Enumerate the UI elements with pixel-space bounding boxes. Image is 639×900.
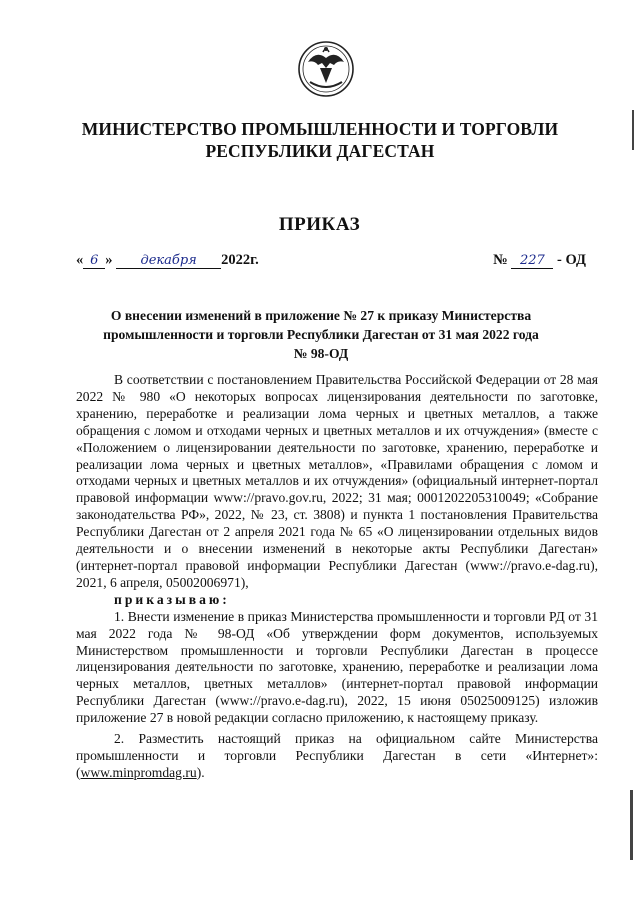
order-date xyxy=(76,252,259,269)
number-suffix: - ОД xyxy=(557,252,586,268)
order-number xyxy=(493,252,586,269)
url-open-paren: ( xyxy=(76,764,81,780)
subject-line-1: О внесении изменений в приложение № 27 к приказу Министерства xyxy=(110,308,532,323)
date-number-line xyxy=(76,252,586,276)
date-year: 2022г. xyxy=(221,252,259,268)
ministry-website-link[interactable]: www.minpromdag.ru xyxy=(80,764,197,780)
item-1-paragraph: 1. Внести изменение в приказ Министерства промышленности и торговли РД от 31 мая 2022 года № 98-ОД «Об утверждении форм документов, используемых Министерством промышленности и торговли Республики Дагестан в процессе лицензирования деятельности по заготовке, хранению, переработке и реализации лома черных металлов, цветных металлов» (интернет-портал правовой информации Республики Дагестан (www://pravo.e-dag.ru), 2022, 15 июня 05025009125) изложив приложение 27 в новой редакции согласно приложению, к настоящему приказу. xyxy=(76,608,598,726)
item-2-text: 2. Разместить настоящий приказ на официальном сайте Министерства промышленности и торговли Республики Дагестан в сети «Интернет»: xyxy=(76,731,598,763)
url-close-paren: ). xyxy=(196,764,205,780)
item-2-paragraph xyxy=(76,731,598,782)
date-day-handwritten: 6 xyxy=(83,253,105,269)
decree-word: приказываю: xyxy=(114,591,230,607)
date-open-quote: « xyxy=(76,252,84,268)
order-title: ПРИКАЗ xyxy=(278,214,361,235)
number-handwritten: 227 xyxy=(511,253,553,269)
ministry-line-2: РЕСПУБЛИКИ ДАГЕСТАН xyxy=(205,141,435,161)
subject-line-3: № 98-ОД xyxy=(293,346,349,361)
ministry-line-1: МИНИСТЕРСТВО ПРОМЫШЛЕННОСТИ И ТОРГОВЛИ xyxy=(81,119,559,139)
scan-margin-mark-bottom xyxy=(630,790,633,860)
date-close-quote: » xyxy=(105,252,113,268)
order-subject xyxy=(74,306,568,363)
number-prefix: № xyxy=(493,252,508,268)
scan-margin-mark-top xyxy=(632,110,634,150)
subject-line-2: промышленности и торговли Республики Дагестан от 31 мая 2022 года xyxy=(103,327,539,342)
coat-of-arms-emblem xyxy=(296,38,356,100)
preamble-paragraph: В соответствии с постановлением Правительства Российской Федерации от 28 мая 2022 № 980 «О некоторых вопросах лицензирования деятельности по заготовке, хранению, переработке и реализации лома черных и цветных металлов, а также обращения с ломом и отходами черных и цветных металлов и их отчуждения» (вместе с «Положением о лицензировании деятельности по заготовке, хранению, переработке и реализации лома черных и цветных металлов», «Правилами обращения с ломом и отходами черных и цветных металлов и их отчуждения» (официальный интернет-портал правовой информации www://pravo.gov.ru, 2022; 31 мая; 0001202205310049; «Собрание законодательства РФ», 2022, № 23, ст. 3808) и пункта 1 постановления Правительства Республики Дагестан от 2 апреля 2021 года № 65 «О лицензировании отдельных видов деятельности и о внесении изменений в некоторые акты Республики Дагестан» (интернет-портал правовой информации Республики Дагестан (www://pravo.e-dag.ru), 2021, 6 апреля, 05002006971), xyxy=(76,372,598,590)
ministry-name-heading xyxy=(60,118,580,162)
date-month-handwritten: декабря xyxy=(116,253,221,269)
order-body xyxy=(76,372,598,782)
